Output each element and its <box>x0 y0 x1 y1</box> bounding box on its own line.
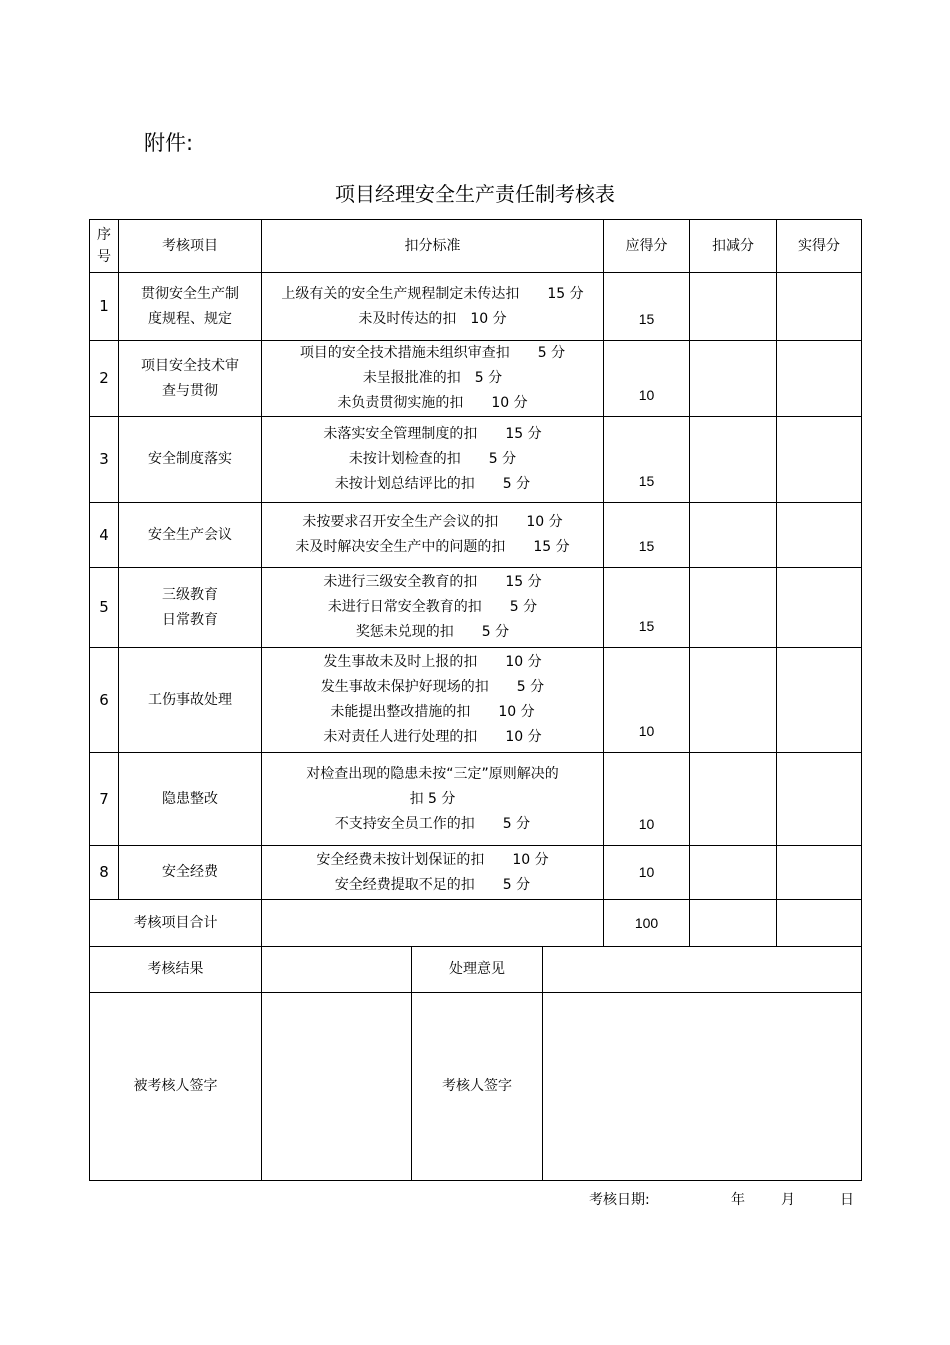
row-item: 工伤事故处理 <box>119 648 262 753</box>
table-row <box>90 753 862 846</box>
row-criteria: 安全经费未按计划保证的扣 10 分 安全经费提取不足的扣 5 分 <box>262 846 604 900</box>
row-item: 贯彻安全生产制 度规程、规定 <box>119 273 262 341</box>
assessor-sign-cell[interactable] <box>543 993 862 1181</box>
row-actual-cell[interactable] <box>777 503 862 568</box>
total-label: 考核项目合计 <box>90 900 262 947</box>
assessment-table <box>89 219 862 1181</box>
row-due-score: 10 <box>604 753 690 846</box>
header-deduct: 扣减分 <box>690 220 777 273</box>
row-deduct-cell[interactable] <box>690 341 777 417</box>
assessee-sign-label: 被考核人签字 <box>90 993 262 1181</box>
row-criteria: 项目的安全技术措施未组织审查扣 5 分 未呈报批准的扣 5 分 未负责贯彻实施的扣 10 分 <box>262 341 604 417</box>
result-value-cell[interactable] <box>262 947 412 993</box>
header-criteria: 扣分标准 <box>262 220 604 273</box>
row-actual-cell[interactable] <box>777 568 862 648</box>
row-seq: 7 <box>90 753 119 846</box>
row-criteria: 上级有关的安全生产规程制定未传达扣 15 分 未及时传达的扣 10 分 <box>262 273 604 341</box>
row-actual-cell[interactable] <box>777 273 862 341</box>
row-deduct-cell[interactable] <box>690 273 777 341</box>
row-due-score: 15 <box>604 568 690 648</box>
row-deduct-cell[interactable] <box>690 753 777 846</box>
total-deduct-cell[interactable] <box>690 900 777 947</box>
table-row <box>90 846 862 900</box>
table-row <box>90 503 862 568</box>
opinion-label: 处理意见 <box>412 947 543 993</box>
row-seq: 3 <box>90 417 119 503</box>
header-due: 应得分 <box>604 220 690 273</box>
row-actual-cell[interactable] <box>777 753 862 846</box>
result-label: 考核结果 <box>90 947 262 993</box>
row-deduct-cell[interactable] <box>690 503 777 568</box>
row-seq: 5 <box>90 568 119 648</box>
result-row <box>90 947 862 993</box>
row-criteria: 未进行三级安全教育的扣 15 分 未进行日常安全教育的扣 5 分 奖惩未兑现的扣 5 分 <box>262 568 604 648</box>
row-item: 安全经费 <box>119 846 262 900</box>
row-seq: 1 <box>90 273 119 341</box>
row-due-score: 10 <box>604 846 690 900</box>
row-criteria: 未按要求召开安全生产会议的扣 10 分 未及时解决安全生产中的问题的扣 15 分 <box>262 503 604 568</box>
table-row <box>90 568 862 648</box>
header-actual: 实得分 <box>777 220 862 273</box>
table-row <box>90 417 862 503</box>
date-day: 日 <box>840 1192 854 1208</box>
row-criteria: 发生事故未及时上报的扣 10 分 发生事故未保护好现场的扣 5 分 未能提出整改措施的扣 10 分 未对责任人进行处理的扣 10 分 <box>262 648 604 753</box>
row-item: 三级教育 日常教育 <box>119 568 262 648</box>
total-blank <box>262 900 604 947</box>
opinion-value-cell[interactable] <box>543 947 862 993</box>
row-seq: 2 <box>90 341 119 417</box>
table-row <box>90 341 862 417</box>
row-criteria: 未落实安全管理制度的扣 15 分 未按计划检查的扣 5 分 未按计划总结评比的扣 5 分 <box>262 417 604 503</box>
header-seq: 序 号 <box>90 220 119 273</box>
row-item: 安全生产会议 <box>119 503 262 568</box>
total-actual-cell[interactable] <box>777 900 862 947</box>
row-deduct-cell[interactable] <box>690 846 777 900</box>
row-item: 安全制度落实 <box>119 417 262 503</box>
row-actual-cell[interactable] <box>777 341 862 417</box>
row-due-score: 15 <box>604 417 690 503</box>
row-seq: 6 <box>90 648 119 753</box>
row-deduct-cell[interactable] <box>690 417 777 503</box>
date-label: 考核日期: <box>589 1192 650 1208</box>
row-due-score: 15 <box>604 273 690 341</box>
row-deduct-cell[interactable] <box>690 648 777 753</box>
row-due-score: 10 <box>604 648 690 753</box>
assessee-sign-cell[interactable] <box>262 993 412 1181</box>
header-row <box>90 220 862 273</box>
table-row <box>90 648 862 753</box>
page-title: 项目经理安全生产责任制考核表 <box>335 182 615 206</box>
row-item: 项目安全技术审 查与贯彻 <box>119 341 262 417</box>
date-month: 月 <box>781 1192 795 1208</box>
total-row <box>90 900 862 947</box>
row-actual-cell[interactable] <box>777 846 862 900</box>
total-score: 100 <box>604 900 690 947</box>
assessor-sign-label: 考核人签字 <box>412 993 543 1181</box>
row-seq: 4 <box>90 503 119 568</box>
row-due-score: 10 <box>604 341 690 417</box>
attachment-label: 附件: <box>144 131 194 155</box>
row-actual-cell[interactable] <box>777 417 862 503</box>
row-item: 隐患整改 <box>119 753 262 846</box>
row-criteria: 对检查出现的隐患未按“三定”原则解决的 扣 5 分 不支持安全员工作的扣 5 分 <box>262 753 604 846</box>
table-row <box>90 273 862 341</box>
header-item: 考核项目 <box>119 220 262 273</box>
row-seq: 8 <box>90 846 119 900</box>
date-year: 年 <box>731 1192 745 1208</box>
signature-row <box>90 993 862 1181</box>
row-deduct-cell[interactable] <box>690 568 777 648</box>
row-due-score: 15 <box>604 503 690 568</box>
row-actual-cell[interactable] <box>777 648 862 753</box>
